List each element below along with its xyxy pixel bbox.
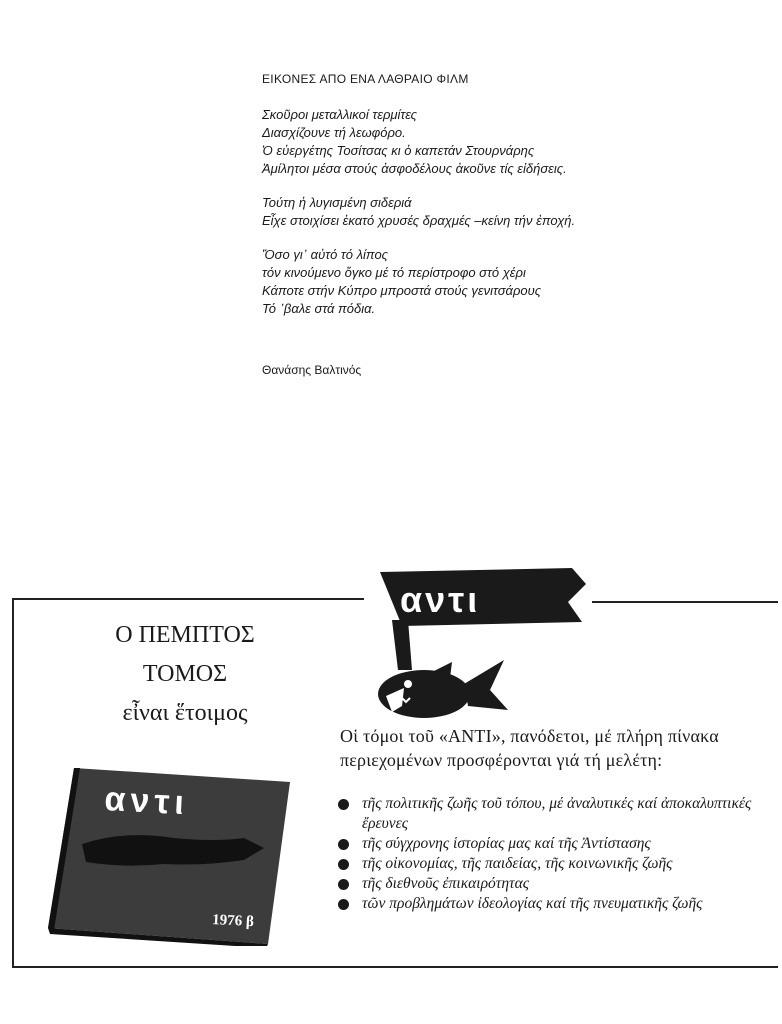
- poem-line: τόν κινούμενο ὄγκο μέ τό περίστροφο στό χέρι: [262, 265, 526, 280]
- poem-line: Διασχίζουνε τή λεωφόρο.: [262, 125, 406, 140]
- list-item-text: τῆς πολιτικῆς ζωῆς τοῦ τόπου, μέ ἀναλυτικές καί ἀποκαλυπτικές ἔρευνες: [362, 795, 752, 832]
- poem-line: Σκοῦροι μεταλλικοί τερμίτες: [262, 107, 417, 122]
- bullet-icon: [338, 899, 349, 910]
- poem-line: Τό ᾽βαλε στά πόδια.: [262, 301, 376, 316]
- list-item: [338, 894, 774, 914]
- ad-topics-list: [338, 794, 774, 914]
- poem-line: Τούτη ἡ λυγισμένη σιδεριά: [262, 195, 412, 210]
- poem-line: Ὅσο γι᾽ αὐτό τό λίπος: [262, 247, 388, 262]
- list-item: [338, 874, 774, 894]
- ad-heading-line-3: εἶναι ἕτοιμος: [122, 700, 248, 726]
- poem-title: ΕΙΚΟΝΕΣ ΑΠΟ ΕΝΑ ΛΑΘΡΑΙΟ ΦΙΛΜ: [262, 72, 469, 86]
- poem-stanza-3: [262, 246, 722, 318]
- ad-heading-line-2: ΤΟΜΟΣ: [142, 661, 228, 687]
- ad-heading-line-1: Ο ΠΕΜΠΤΟΣ: [115, 622, 255, 648]
- poem-author: Θανάσης Βαλτινός: [262, 363, 362, 377]
- anti-mascot-icon: [372, 566, 598, 724]
- book-year-text: 1976 β: [211, 912, 255, 931]
- list-item-text: τῆς διεθνοῦς ἐπικαιρότητας: [362, 875, 530, 892]
- book-logo-text: αντι: [103, 780, 190, 823]
- poem-line: Κάποτε στήν Κύπρο μπροστά στούς γενιτσάρους: [262, 283, 542, 298]
- poem-line: Ὁ εὐεργέτης Τοσίτσας κι ὁ καπετάν Στουρνάρης: [262, 143, 535, 158]
- poem-line: Εἶχε στοιχίσει ἑκατό χρυσές δραχμές –κείνη τήν ἐποχή.: [262, 213, 576, 228]
- ad-frame-top-left: [12, 598, 364, 600]
- list-item-text: τῆς οἰκονομίας, τῆς παιδείας, τῆς κοινωνικῆς ζωῆς: [362, 855, 673, 872]
- poem-line: Ἀμίλητοι μέσα στούς ἀσφοδέλους ἀκοῦνε τίς εἰδήσεις.: [262, 161, 567, 176]
- list-item-text: τῶν προβλημάτων ἰδεολογίας καί τῆς πνευματικῆς ζωῆς: [362, 895, 703, 912]
- list-item: [338, 794, 774, 834]
- list-item: [338, 834, 774, 854]
- poem-stanza-1: [262, 106, 722, 178]
- book-volume-image: [44, 764, 294, 946]
- ad-lead-text: Οἱ τόμοι τοῦ «ΑΝΤΙ», πανόδετοι, μέ πλήρη πίνακα περιεχομένων προσφέρονται γιά τή μελέτη:: [340, 726, 719, 770]
- mascot-logo-text: αντι: [400, 579, 481, 620]
- poem-stanza-2: [262, 194, 722, 230]
- list-item: [338, 854, 774, 874]
- bullet-icon: [338, 799, 349, 810]
- ad-frame-top-right: [592, 601, 778, 603]
- bullet-icon: [338, 879, 349, 890]
- list-item-text: τῆς σύγχρονης ἱστορίας μας καί τῆς Ἀντίστασης: [362, 835, 651, 852]
- bullet-icon: [338, 859, 349, 870]
- poem: [262, 72, 722, 334]
- bullet-icon: [338, 839, 349, 850]
